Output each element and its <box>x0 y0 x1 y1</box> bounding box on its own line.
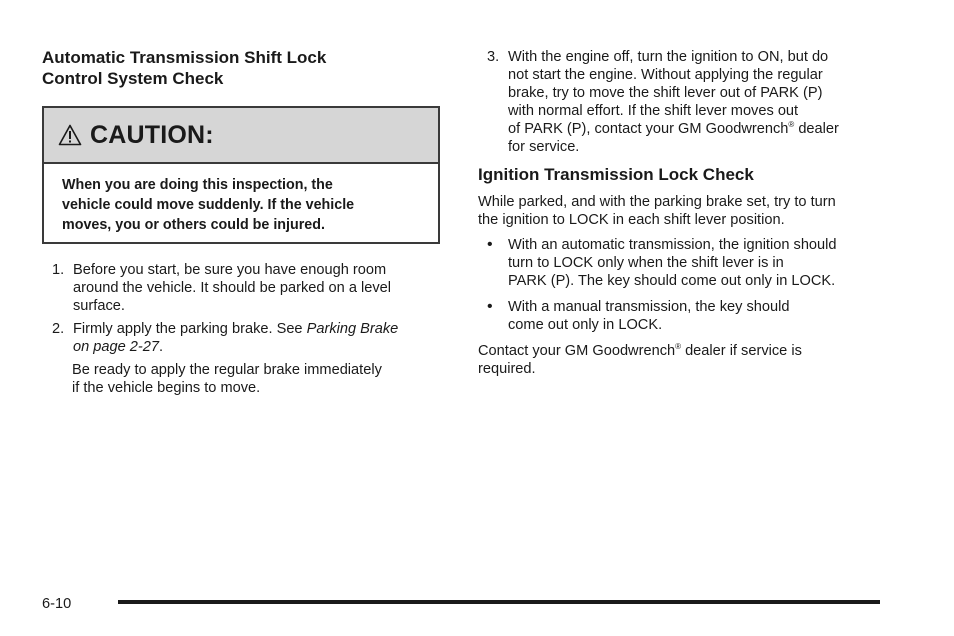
step-text-line: Before you start, be sure you have enough room <box>73 262 387 278</box>
contact-paragraph <box>478 342 888 378</box>
step-text-line: not start the engine. Without applying the regular <box>508 67 823 83</box>
step-text-line: with normal effort. If the shift lever moves out <box>508 103 799 119</box>
note-text-line: Be ready to apply the regular brake immediately <box>72 362 382 378</box>
cross-reference-link[interactable]: on page 2-27 <box>73 339 160 355</box>
bullet-dot-icon: • <box>487 298 493 315</box>
step-text-line: around the vehicle. It should be parked on a level <box>73 280 392 296</box>
caution-text-line: When you are doing this inspection, the <box>62 177 333 193</box>
note-text-line: if the vehicle begins to move. <box>72 380 261 396</box>
bullet-text-line: PARK (P). The key should come out only in LOCK. <box>508 273 836 289</box>
step-text-line <box>73 320 453 338</box>
bullet-dot-icon: • <box>487 236 493 253</box>
step-text-line: brake, try to move the shift lever out of PARK (P) <box>508 85 823 101</box>
warning-triangle-icon <box>58 124 82 146</box>
footer-rule <box>118 600 880 604</box>
caution-box <box>42 106 440 244</box>
bullet-text-line: come out only in LOCK. <box>508 317 663 333</box>
bullet-text-line: turn to LOCK only when the shift lever is in <box>508 255 784 271</box>
step-text-line: With the engine off, turn the ignition to ON, but do <box>508 49 829 65</box>
bullet-text-line: With an automatic transmission, the ignition should <box>508 237 837 253</box>
step-number: 1. <box>52 262 65 278</box>
caution-text-line: vehicle could move suddenly. If the vehicle <box>62 197 355 213</box>
contact-text-line <box>478 342 888 360</box>
contact-text: dealer if service is <box>681 343 802 359</box>
heading-line: Automatic Transmission Shift Lock <box>42 48 327 67</box>
step-text-line: surface. <box>73 298 125 314</box>
registered-mark: ® <box>788 120 795 129</box>
step-2-note <box>72 361 452 397</box>
step-number: 3. <box>487 49 500 65</box>
step-text: . <box>159 339 164 355</box>
cross-reference-link[interactable]: Parking Brake <box>306 321 399 337</box>
bullet-text-line: With a manual transmission, the key should <box>508 299 790 315</box>
intro-text-line: While parked, and with the parking brake set, try to turn <box>478 194 836 210</box>
step-text-line <box>508 120 888 138</box>
registered-mark: ® <box>675 342 682 351</box>
step-text: Firmly apply the parking brake. See <box>73 321 307 337</box>
caution-text-line: moves, you or others could be injured. <box>62 217 325 233</box>
intro-paragraph <box>478 193 888 229</box>
step-text: of PARK (P), contact your GM Goodwrench <box>508 121 789 137</box>
contact-text-line: required. <box>478 361 536 377</box>
caution-header <box>44 108 438 164</box>
page-number: 6-10 <box>42 596 72 612</box>
contact-text: Contact your GM Goodwrench <box>478 343 676 359</box>
step-text: dealer <box>794 121 839 137</box>
section-heading-ignition-lock: Ignition Transmission Lock Check <box>478 165 754 184</box>
caution-title: CAUTION: <box>90 120 214 149</box>
step-number: 2. <box>52 321 65 337</box>
section-heading-shift-lock <box>42 47 422 89</box>
intro-text-line: the ignition to LOCK in each shift lever position. <box>478 212 785 228</box>
step-text-line <box>73 338 453 356</box>
step-text-line: for service. <box>508 139 580 155</box>
heading-line: Control System Check <box>42 69 224 88</box>
caution-body <box>44 164 438 235</box>
